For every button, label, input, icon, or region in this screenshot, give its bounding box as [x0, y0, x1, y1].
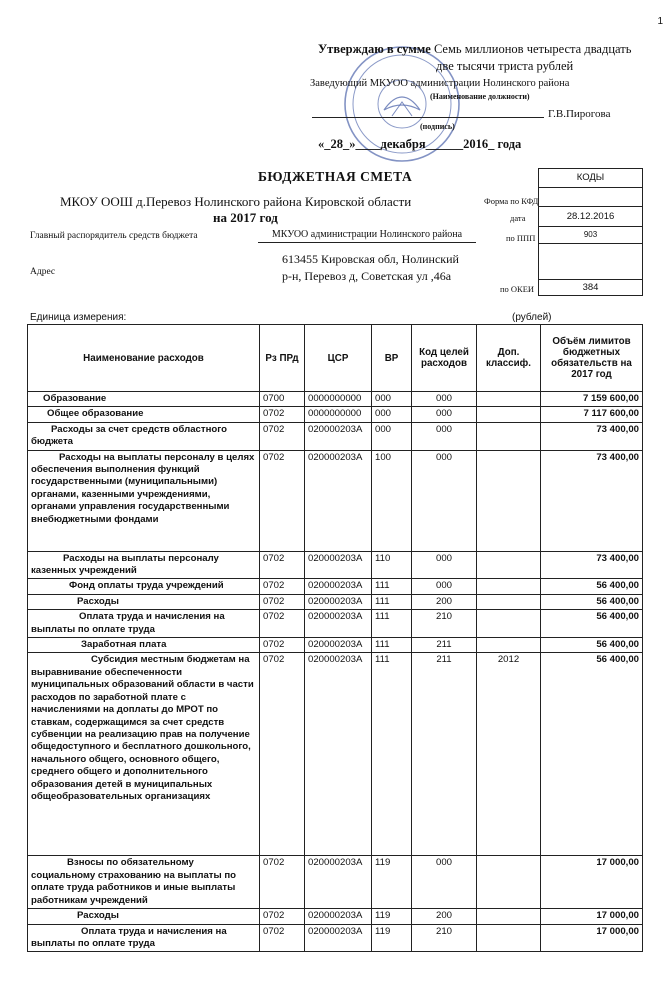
address-label: Адрес [30, 267, 56, 277]
row-value: 56 400,00 [541, 579, 643, 594]
row-csr: 020000203А [305, 610, 372, 638]
codes-box [538, 168, 643, 296]
table-row [28, 551, 643, 579]
okei-value: 384 [582, 282, 599, 293]
table-row [28, 579, 643, 594]
row-name: Расходы на выплаты персоналу в целях обеспечения выполнения функций государственными (муниципальными) органами, казенными учреждениями, органами управления государственными внебюджетными фондами [28, 450, 260, 551]
col-value-header: Объём лимитов бюджетных обязательств на 2017 год [541, 325, 643, 392]
row-rz: 0702 [260, 407, 305, 422]
row-rz: 0702 [260, 909, 305, 924]
row-csr: 020000203А [305, 856, 372, 909]
address-block [282, 251, 459, 285]
row-name: Оплата труда и начисления на выплаты по оплате труда [28, 924, 260, 952]
row-name: Расходы за счет средств областного бюджета [28, 422, 260, 450]
col-name-header: Наименование расходов [28, 325, 260, 392]
table-row [28, 653, 643, 856]
position-caption: (Наименование должности) [430, 92, 530, 101]
date-label: дата [510, 213, 526, 223]
col-vr-header: ВР [372, 325, 412, 392]
col-rz-header: Рз ПРд [260, 325, 305, 392]
row-value: 7 159 600,00 [541, 392, 643, 407]
row-code: 211 [412, 638, 477, 653]
row-csr: 0000000000 [305, 392, 372, 407]
row-rz: 0702 [260, 856, 305, 909]
row-dop [477, 422, 541, 450]
row-rz: 0702 [260, 422, 305, 450]
page-number: 1 [657, 16, 663, 27]
row-code: 200 [412, 909, 477, 924]
row-vr: 000 [372, 407, 412, 422]
row-rz: 0702 [260, 924, 305, 952]
row-code: 000 [412, 579, 477, 594]
row-code: 210 [412, 924, 477, 952]
table-row [28, 610, 643, 638]
row-vr: 111 [372, 638, 412, 653]
row-code: 200 [412, 594, 477, 609]
row-name: Расходы [28, 909, 260, 924]
table-row [28, 856, 643, 909]
table-row [28, 594, 643, 609]
manager-label: Главный распорядитель средств бюджета [30, 231, 198, 241]
kfd-value [539, 188, 642, 207]
row-rz: 0702 [260, 579, 305, 594]
row-dop [477, 551, 541, 579]
row-name: Взносы по обязательному социальному страхованию на выплаты по оплате труда работников и иные выплаты работникам учреждений [28, 856, 260, 909]
row-rz: 0702 [260, 653, 305, 856]
row-dop [477, 407, 541, 422]
row-csr: 0000000000 [305, 407, 372, 422]
row-csr: 020000203А [305, 579, 372, 594]
row-csr: 020000203А [305, 924, 372, 952]
row-code: 000 [412, 450, 477, 551]
row-dop [477, 909, 541, 924]
budget-table [27, 324, 643, 952]
row-rz: 0702 [260, 551, 305, 579]
col-code-header: Код целей расходов [412, 325, 477, 392]
row-name: Расходы на выплаты персоналу казенных учреждений [28, 551, 260, 579]
approve-amount-line2: две тысячи триста рублей [436, 59, 574, 73]
page-title: БЮДЖЕТНАЯ СМЕТА [258, 169, 413, 184]
row-csr: 020000203А [305, 909, 372, 924]
row-value: 73 400,00 [541, 422, 643, 450]
organization-name: МКОУ ООШ д.Перевоз Нолинского района Кировской области [60, 194, 412, 209]
date-value: 28.12.2016 [539, 207, 642, 227]
row-value: 73 400,00 [541, 551, 643, 579]
row-csr: 020000203А [305, 450, 372, 551]
row-rz: 0702 [260, 594, 305, 609]
row-dop [477, 856, 541, 909]
row-code: 000 [412, 551, 477, 579]
row-csr: 020000203А [305, 422, 372, 450]
row-csr: 020000203А [305, 594, 372, 609]
approval-date: «_28_»____декабря______2016_ года [318, 137, 522, 151]
row-value: 17 000,00 [541, 856, 643, 909]
row-rz: 0702 [260, 638, 305, 653]
row-dop [477, 594, 541, 609]
row-vr: 111 [372, 579, 412, 594]
table-row [28, 407, 643, 422]
row-value: 56 400,00 [541, 653, 643, 856]
table-row [28, 450, 643, 551]
row-csr: 020000203А [305, 653, 372, 856]
row-value: 56 400,00 [541, 610, 643, 638]
row-name: Образование [28, 392, 260, 407]
row-name: Расходы [28, 594, 260, 609]
row-vr: 111 [372, 653, 412, 856]
row-name: Оплата труда и начисления на выплаты по оплате труда [28, 610, 260, 638]
codes-header: КОДЫ [539, 169, 642, 188]
okei-label: по ОКЕИ [500, 284, 535, 294]
row-dop [477, 610, 541, 638]
row-code: 000 [412, 407, 477, 422]
row-value: 7 117 600,00 [541, 407, 643, 422]
table-row [28, 638, 643, 653]
table-row [28, 422, 643, 450]
row-vr: 111 [372, 594, 412, 609]
row-code: 000 [412, 392, 477, 407]
row-code: 000 [412, 422, 477, 450]
codes-blank [539, 244, 642, 280]
approve-label: Утверждаю в сумме [318, 42, 431, 56]
head-position: Заведующий МКУОО администрации Нолинского района [310, 78, 570, 89]
row-vr: 119 [372, 924, 412, 952]
row-value: 17 000,00 [541, 924, 643, 952]
row-value: 56 400,00 [541, 638, 643, 653]
signature-line [312, 117, 544, 118]
row-vr: 000 [372, 422, 412, 450]
ppp-value: 903 [539, 227, 642, 244]
row-name: Заработная плата [28, 638, 260, 653]
row-vr: 000 [372, 392, 412, 407]
unit-label: Единица измерения: [30, 312, 127, 323]
budget-year: на 2017 год [213, 210, 278, 225]
table-header-row [28, 325, 643, 392]
row-value: 73 400,00 [541, 450, 643, 551]
row-name: Фонд оплаты труда учреждений [28, 579, 260, 594]
row-vr: 111 [372, 610, 412, 638]
address-line2: р-н, Перевоз д, Советская ул ,46а [282, 269, 452, 283]
row-vr: 100 [372, 450, 412, 551]
row-dop [477, 924, 541, 952]
signer-name: Г.В.Пирогова [548, 108, 611, 120]
row-rz: 0700 [260, 392, 305, 407]
col-dop-header: Доп. классиф. [477, 325, 541, 392]
row-value: 56 400,00 [541, 594, 643, 609]
row-name: Общее образование [28, 407, 260, 422]
row-rz: 0702 [260, 610, 305, 638]
row-value: 17 000,00 [541, 909, 643, 924]
row-csr: 020000203А [305, 551, 372, 579]
row-vr: 119 [372, 856, 412, 909]
row-code: 211 [412, 653, 477, 856]
ppp-label: по ППП [506, 233, 536, 243]
approve-line [318, 42, 631, 57]
row-name: Субсидия местным бюджетам на выравнивание обеспеченности муниципальных образований области в части расходов по заработной плате с начислениями на доплаты до МРОТ по ставкам, содержащимся за счет средств субвенции на реализацию прав на получение общедоступного и бесплатного дошкольного, начального общего, основного общего, среднего общего и дополнительного образования детей в муниципальных общеобразовательных организациях [28, 653, 260, 856]
row-dop: 2012 [477, 653, 541, 856]
row-rz: 0702 [260, 450, 305, 551]
kfd-label: Форма по КФД [484, 196, 539, 206]
row-dop [477, 638, 541, 653]
row-code: 210 [412, 610, 477, 638]
col-csr-header: ЦСР [305, 325, 372, 392]
row-dop [477, 450, 541, 551]
table-row [28, 924, 643, 952]
row-dop [477, 392, 541, 407]
manager-value: МКУОО администрации Нолинского района [258, 228, 476, 243]
approve-amount-line1: Семь миллионов четыреста двадцать [433, 42, 632, 56]
address-line1: 613455 Кировская обл, Нолинский [282, 252, 459, 266]
row-vr: 119 [372, 909, 412, 924]
row-code: 000 [412, 856, 477, 909]
row-csr: 020000203А [305, 638, 372, 653]
table-row [28, 392, 643, 407]
unit-value: (рублей) [512, 312, 552, 323]
table-row [28, 909, 643, 924]
row-dop [477, 579, 541, 594]
row-vr: 110 [372, 551, 412, 579]
signature-caption: (подпись) [420, 122, 455, 131]
